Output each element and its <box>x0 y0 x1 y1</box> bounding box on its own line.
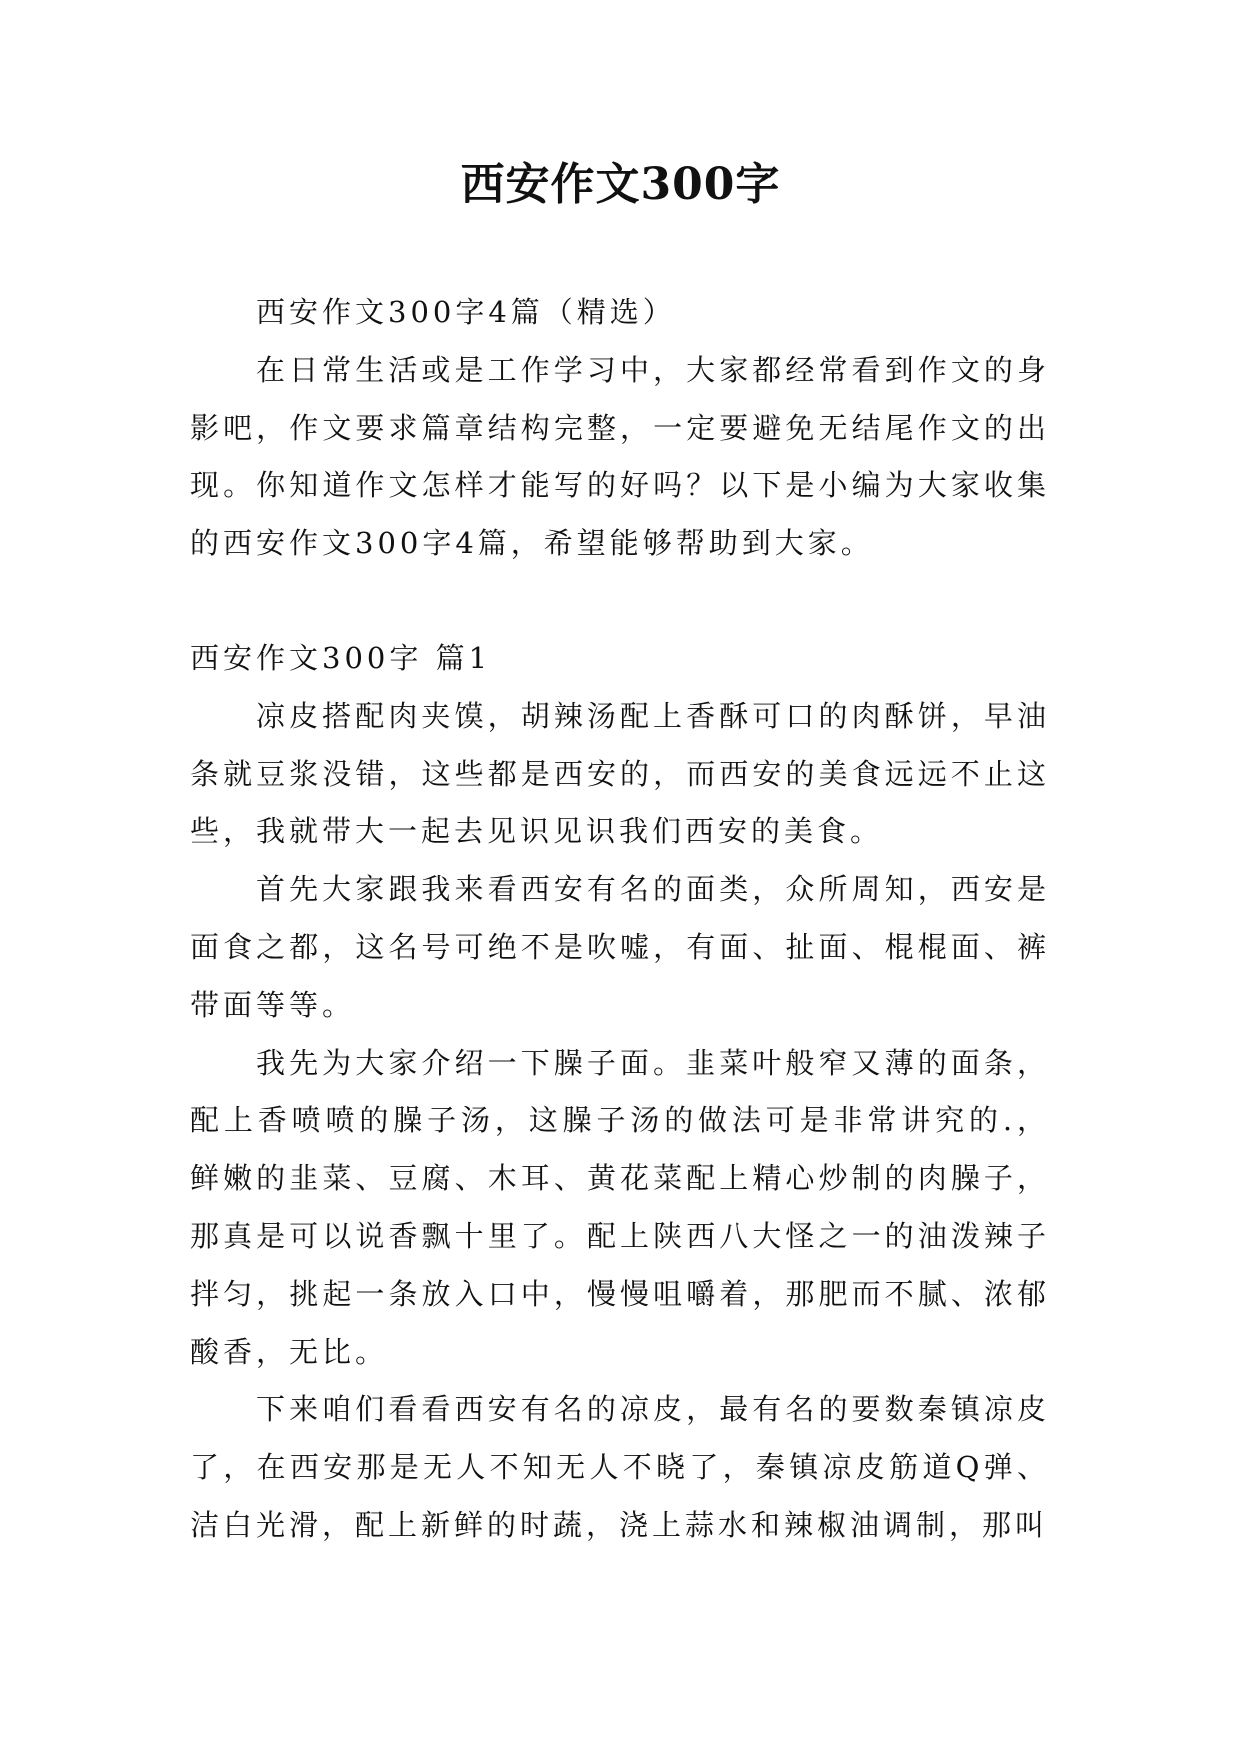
section-spacer <box>190 573 1050 630</box>
body-paragraph: 首先大家跟我来看西安有名的面类，众所周知，西安是面食之都，这名号可绝不是吹嘘，有面、扯面、棍棍面、裤带面等等。 <box>190 872 1050 1022</box>
document-body <box>190 284 1050 1555</box>
document-subtitle: 西安作文300字4篇（精选） <box>256 295 676 329</box>
document-title: 西安作文300字 <box>460 159 781 210</box>
intro-paragraph: 在日常生活或是工作学习中，大家都经常看到作文的身影吧，作文要求篇章结构完整，一定要避免无结尾作文的出现。你知道作文怎样才能写的好吗？以下是小编为大家收集的西安作文300字4篇，希望能够帮助到大家。 <box>190 352 1050 561</box>
body-paragraph: 我先为大家介绍一下臊子面。韭菜叶般窄又薄的面条，配上香喷喷的臊子汤，这臊子汤的做法可是非常讲究的.，鲜嫩的韭菜、豆腐、木耳、黄花菜配上精心炒制的肉臊子，那真是可以说香飘十里了。配上陕西八大怪之一的油泼辣子拌匀，挑起一条放入口中，慢慢咀嚼着，那肥而不腻、浓郁酸香，无比。 <box>190 1045 1050 1369</box>
section-heading: 西安作文300字 篇1 <box>190 640 492 675</box>
body-paragraph: 凉皮搭配肉夹馍，胡辣汤配上香酥可口的肉酥饼，早油条就豆浆没错，这些都是西安的，而西安的美食远远不止这些，我就带大一起去见识见识我们西安的美食。 <box>190 698 1050 849</box>
body-paragraph: 下来咱们看看西安有名的凉皮，最有名的要数秦镇凉皮了，在西安那是无人不知无人不晓了，秦镇凉皮筋道Q弹、洁白光滑，配上新鲜的时蔬，浇上蒜水和辣椒油调制，那叫 <box>190 1392 1050 1542</box>
